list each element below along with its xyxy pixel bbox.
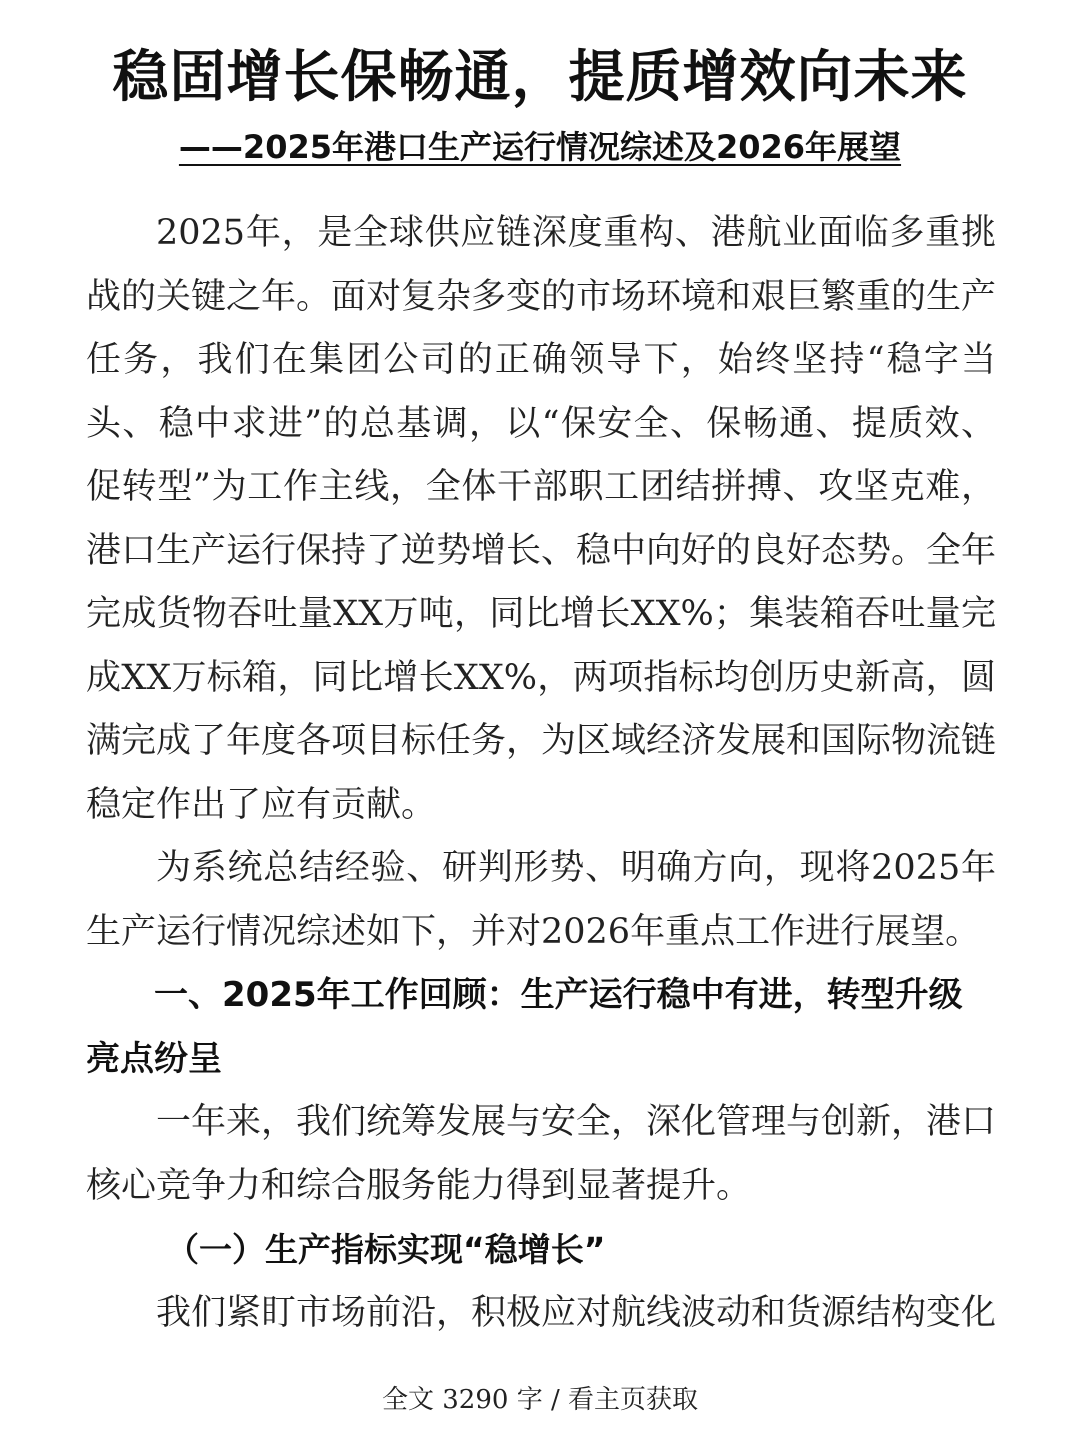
- document-subtitle: [0, 124, 1080, 170]
- document-title: 稳固增长保畅通，提质增效向未来: [112, 45, 968, 110]
- section-heading: 一、2025年工作回顾：生产运行稳中有进，转型升级亮点纷呈: [86, 975, 963, 1079]
- intro-paragraph: 2025年，是全球供应链深度重构、港航业面临多重挑战的关键之年。面对复杂多变的市场环境和艰巨繁重的生产任务，我们在集团公司的正确领导下，始终坚持“稳字当头、稳中求进”的总基调，以“保安全、保畅通、提质效、促转型”为工作主线，全体干部职工团结拼搏、攻坚克难，港口生产运行保持了逆势增长、稳中向好的良好态势。全年完成货物吞吐量XX万吨，同比增长XX%；集装箱吞吐量完成XX万标箱，同比增长XX%，两项指标均创历史新高，圆满完成了年度各项目标任务，为区域经济发展和国际物流链稳定作出了应有贡献。: [86, 213, 997, 825]
- section-intro-paragraph: 一年来，我们统筹发展与安全，深化管理与创新，港口核心竞争力和综合服务能力得到显著提升。: [86, 1102, 997, 1206]
- document-body: [86, 202, 996, 1345]
- subtitle-text: ——2025年港口生产运行情况综述及2026年展望: [178, 128, 902, 166]
- subsection-heading: （一）生产指标实现“稳增长”: [166, 1230, 606, 1269]
- purpose-paragraph: 为系统总结经验、研判形势、明确方向，现将2025年生产运行情况综述如下，并对2026年重点工作进行展望。: [86, 848, 996, 952]
- footer-note: 全文 3290 字 / 看主页获取: [382, 1385, 698, 1415]
- subsection-paragraph: 我们紧盯市场前沿，积极应对航线波动和货源结构变化: [156, 1292, 997, 1333]
